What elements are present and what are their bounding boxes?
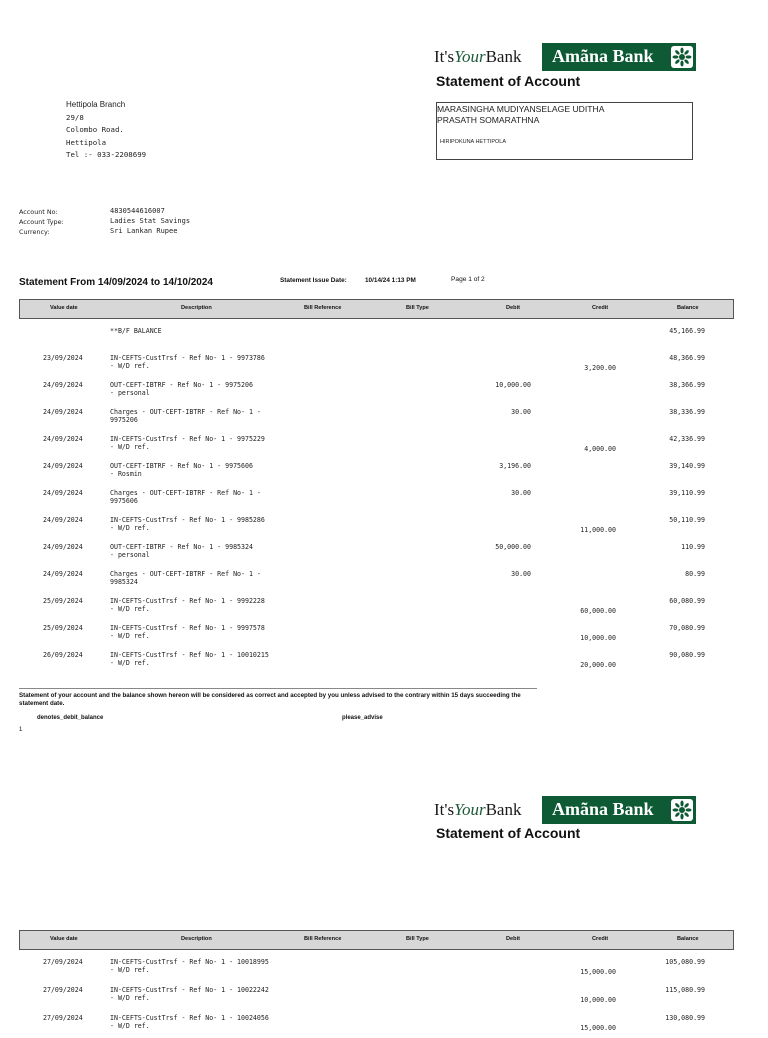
debit-cell: 30.00 — [511, 408, 531, 416]
currency-label: Currency: — [19, 228, 50, 236]
description-cell: Charges - OUT-CEFT-IBTRF - Ref No- 1 - 9975606 — [110, 489, 261, 505]
balance-cell: 90,080.99 — [669, 651, 705, 659]
account-type-label: Account Type: — [19, 218, 64, 226]
table-row — [0, 597, 768, 621]
table-row — [0, 354, 768, 378]
col-bill-type: Bill Type — [406, 305, 429, 311]
table-row — [0, 516, 768, 540]
branch-line2: Colombo Road. — [66, 125, 124, 134]
table-row — [0, 958, 768, 982]
credit-cell: 15,000.00 — [580, 1024, 616, 1032]
customer-box — [436, 102, 693, 160]
account-no: 4830544616007 — [110, 207, 165, 215]
col-description: Description — [181, 936, 212, 942]
table-header-page2 — [19, 930, 734, 950]
description-cell: IN-CEFTS-CustTrsf - Ref No- 1 - 9973786 - W/D ref. — [110, 354, 265, 370]
table-header — [19, 299, 734, 319]
balance-cell: 60,080.99 — [669, 597, 705, 605]
col-value-date: Value date — [50, 305, 78, 311]
balance-cell: 130,080.99 — [665, 1014, 705, 1022]
balance-cell: 80.99 — [685, 570, 705, 578]
statement-title: Statement of Account — [436, 73, 581, 89]
debit-cell: 50,000.00 — [495, 543, 531, 551]
debit-cell: 3,196.00 — [499, 462, 531, 470]
issue-date-label: Statement Issue Date: — [280, 277, 347, 284]
value-date-cell: 24/09/2024 — [43, 381, 83, 389]
customer-name: MARASINGHA MUDIYANSELAGE UDITHA PRASATH SOMARATHNA — [437, 104, 605, 125]
col-debit: Debit — [506, 936, 520, 942]
description-cell: **B/F BALANCE — [110, 327, 162, 335]
bank-slogan: It'sYourBank — [434, 47, 522, 66]
debit-cell: 10,000.00 — [495, 381, 531, 389]
value-date-cell: 27/09/2024 — [43, 986, 83, 994]
value-date-cell: 26/09/2024 — [43, 651, 83, 659]
table-row — [0, 408, 768, 432]
balance-cell: 42,336.99 — [669, 435, 705, 443]
description-cell: Charges - OUT-CEFT-IBTRF - Ref No- 1 - 9975206 — [110, 408, 261, 424]
table-row — [0, 624, 768, 648]
branch-name: Hettipola Branch — [66, 100, 126, 109]
value-date-cell: 24/09/2024 — [43, 570, 83, 578]
value-date-cell: 24/09/2024 — [43, 435, 83, 443]
table-row — [0, 489, 768, 513]
legend-debit-balance: denotes_debit_balance — [37, 715, 104, 721]
value-date-cell: 24/09/2024 — [43, 489, 83, 497]
value-date-cell: 24/09/2024 — [43, 408, 83, 416]
table-row — [0, 651, 768, 675]
description-cell: OUT-CEFT-IBTRF - Ref No- 1 - 9975606 - Rosmin — [110, 462, 253, 478]
debit-cell: 30.00 — [511, 489, 531, 497]
credit-cell: 10,000.00 — [580, 996, 616, 1004]
credit-cell: 11,000.00 — [580, 526, 616, 534]
value-date-cell: 27/09/2024 — [43, 958, 83, 966]
statement-period: Statement From 14/09/2024 to 14/10/2024 — [19, 277, 213, 288]
account-labels — [19, 207, 64, 237]
table-row — [0, 381, 768, 405]
account-values — [110, 206, 190, 236]
branch-line1: 29/8 — [66, 112, 84, 122]
balance-cell: 39,110.99 — [669, 489, 705, 497]
value-date-cell: 24/09/2024 — [43, 516, 83, 524]
table-row — [0, 435, 768, 459]
description-cell: IN-CEFTS-CustTrsf - Ref No- 1 - 9992228 - W/D ref. — [110, 597, 265, 613]
balance-cell: 115,080.99 — [665, 986, 705, 994]
branch-line3: Hettipola — [66, 137, 107, 147]
bank-slogan: It'sYourBank — [434, 800, 522, 819]
customer-address: HIRIPOKUNA HETTIPOLA — [440, 139, 507, 145]
credit-cell: 10,000.00 — [580, 634, 616, 642]
description-cell: IN-CEFTS-CustTrsf - Ref No- 1 - 9975229 - W/D ref. — [110, 435, 265, 451]
col-bill-reference: Bill Reference — [304, 936, 342, 942]
balance-cell: 70,080.99 — [669, 624, 705, 632]
footer-mark: 1 — [19, 727, 23, 733]
branch-address — [66, 99, 146, 162]
col-debit: Debit — [506, 305, 520, 311]
bank-name: Amãna Bank — [552, 46, 654, 66]
credit-cell: 20,000.00 — [580, 661, 616, 669]
balance-cell: 38,336.99 — [669, 408, 705, 416]
col-credit: Credit — [592, 305, 609, 311]
col-balance: Balance — [677, 936, 699, 942]
credit-cell: 3,200.00 — [584, 364, 616, 372]
table-row — [0, 1014, 768, 1038]
account-no-label: Account No: — [19, 208, 58, 216]
credit-cell: 60,000.00 — [580, 607, 616, 615]
balance-cell: 45,166.99 — [669, 327, 705, 335]
account-type: Ladies Stat Savings — [110, 217, 191, 225]
table-row — [0, 327, 768, 351]
value-date-cell: 25/09/2024 — [43, 624, 83, 632]
value-date-cell: 24/09/2024 — [43, 543, 83, 551]
description-cell: Charges - OUT-CEFT-IBTRF - Ref No- 1 - 9985324 — [110, 570, 261, 586]
balance-cell: 105,080.99 — [665, 958, 705, 966]
balance-cell: 38,366.99 — [669, 381, 705, 389]
debit-cell: 30.00 — [511, 570, 531, 578]
description-cell: IN-CEFTS-CustTrsf - Ref No- 1 - 10024056 - W/D ref. — [110, 1014, 269, 1030]
description-cell: OUT-CEFT-IBTRF - Ref No- 1 - 9985324 - personal — [110, 543, 253, 559]
col-value-date: Value date — [50, 936, 78, 942]
description-cell: OUT-CEFT-IBTRF - Ref No- 1 - 9975206 - personal — [110, 381, 253, 397]
col-description: Description — [181, 305, 212, 311]
description-cell: IN-CEFTS-CustTrsf - Ref No- 1 - 10018995 - W/D ref. — [110, 958, 269, 974]
description-cell: IN-CEFTS-CustTrsf - Ref No- 1 - 10022242 - W/D ref. — [110, 986, 269, 1002]
col-bill-reference: Bill Reference — [304, 305, 342, 311]
col-bill-type: Bill Type — [406, 936, 429, 942]
table-row — [0, 543, 768, 567]
value-date-cell: 23/09/2024 — [43, 354, 83, 362]
col-credit: Credit — [592, 936, 609, 942]
bank-logo-page2 — [434, 796, 696, 826]
disclaimer: Statement of your account and the balance shown hereon will be considered as correct and accepted by you unless advised to the contrary within 15 days succeeding the statement date. — [19, 692, 521, 707]
col-balance: Balance — [677, 305, 699, 311]
bank-name-box — [542, 43, 696, 71]
description-cell: IN-CEFTS-CustTrsf - Ref No- 1 - 9985286 - W/D ref. — [110, 516, 265, 532]
statement-title-page2: Statement of Account — [436, 825, 581, 841]
balance-cell: 50,110.99 — [669, 516, 705, 524]
description-cell: IN-CEFTS-CustTrsf - Ref No- 1 - 10010215 - W/D ref. — [110, 651, 269, 667]
issue-date: 10/14/24 1:13 PM — [365, 277, 416, 284]
table-row — [0, 570, 768, 594]
divider — [19, 688, 537, 689]
description-cell: IN-CEFTS-CustTrsf - Ref No- 1 - 9997578 - W/D ref. — [110, 624, 265, 640]
page-number: Page 1 of 2 — [451, 276, 485, 283]
currency: Sri Lankan Rupee — [110, 227, 178, 235]
table-row — [0, 986, 768, 1010]
table-row — [0, 462, 768, 486]
balance-cell: 39,140.99 — [669, 462, 705, 470]
bank-name-box — [542, 796, 696, 824]
balance-cell: 48,366.99 — [669, 354, 705, 362]
credit-cell: 4,000.00 — [584, 445, 616, 453]
flower-emblem-icon — [671, 799, 693, 821]
value-date-cell: 27/09/2024 — [43, 1014, 83, 1022]
balance-cell: 110.99 — [681, 543, 705, 551]
value-date-cell: 24/09/2024 — [43, 462, 83, 470]
branch-tel: Tel :- 033-2208699 — [66, 150, 147, 159]
credit-cell: 15,000.00 — [580, 968, 616, 976]
legend-please-advise: please_advise — [342, 715, 383, 721]
bank-logo — [434, 43, 696, 73]
value-date-cell: 25/09/2024 — [43, 597, 83, 605]
flower-emblem-icon — [671, 46, 693, 68]
bank-name: Amãna Bank — [552, 799, 654, 819]
